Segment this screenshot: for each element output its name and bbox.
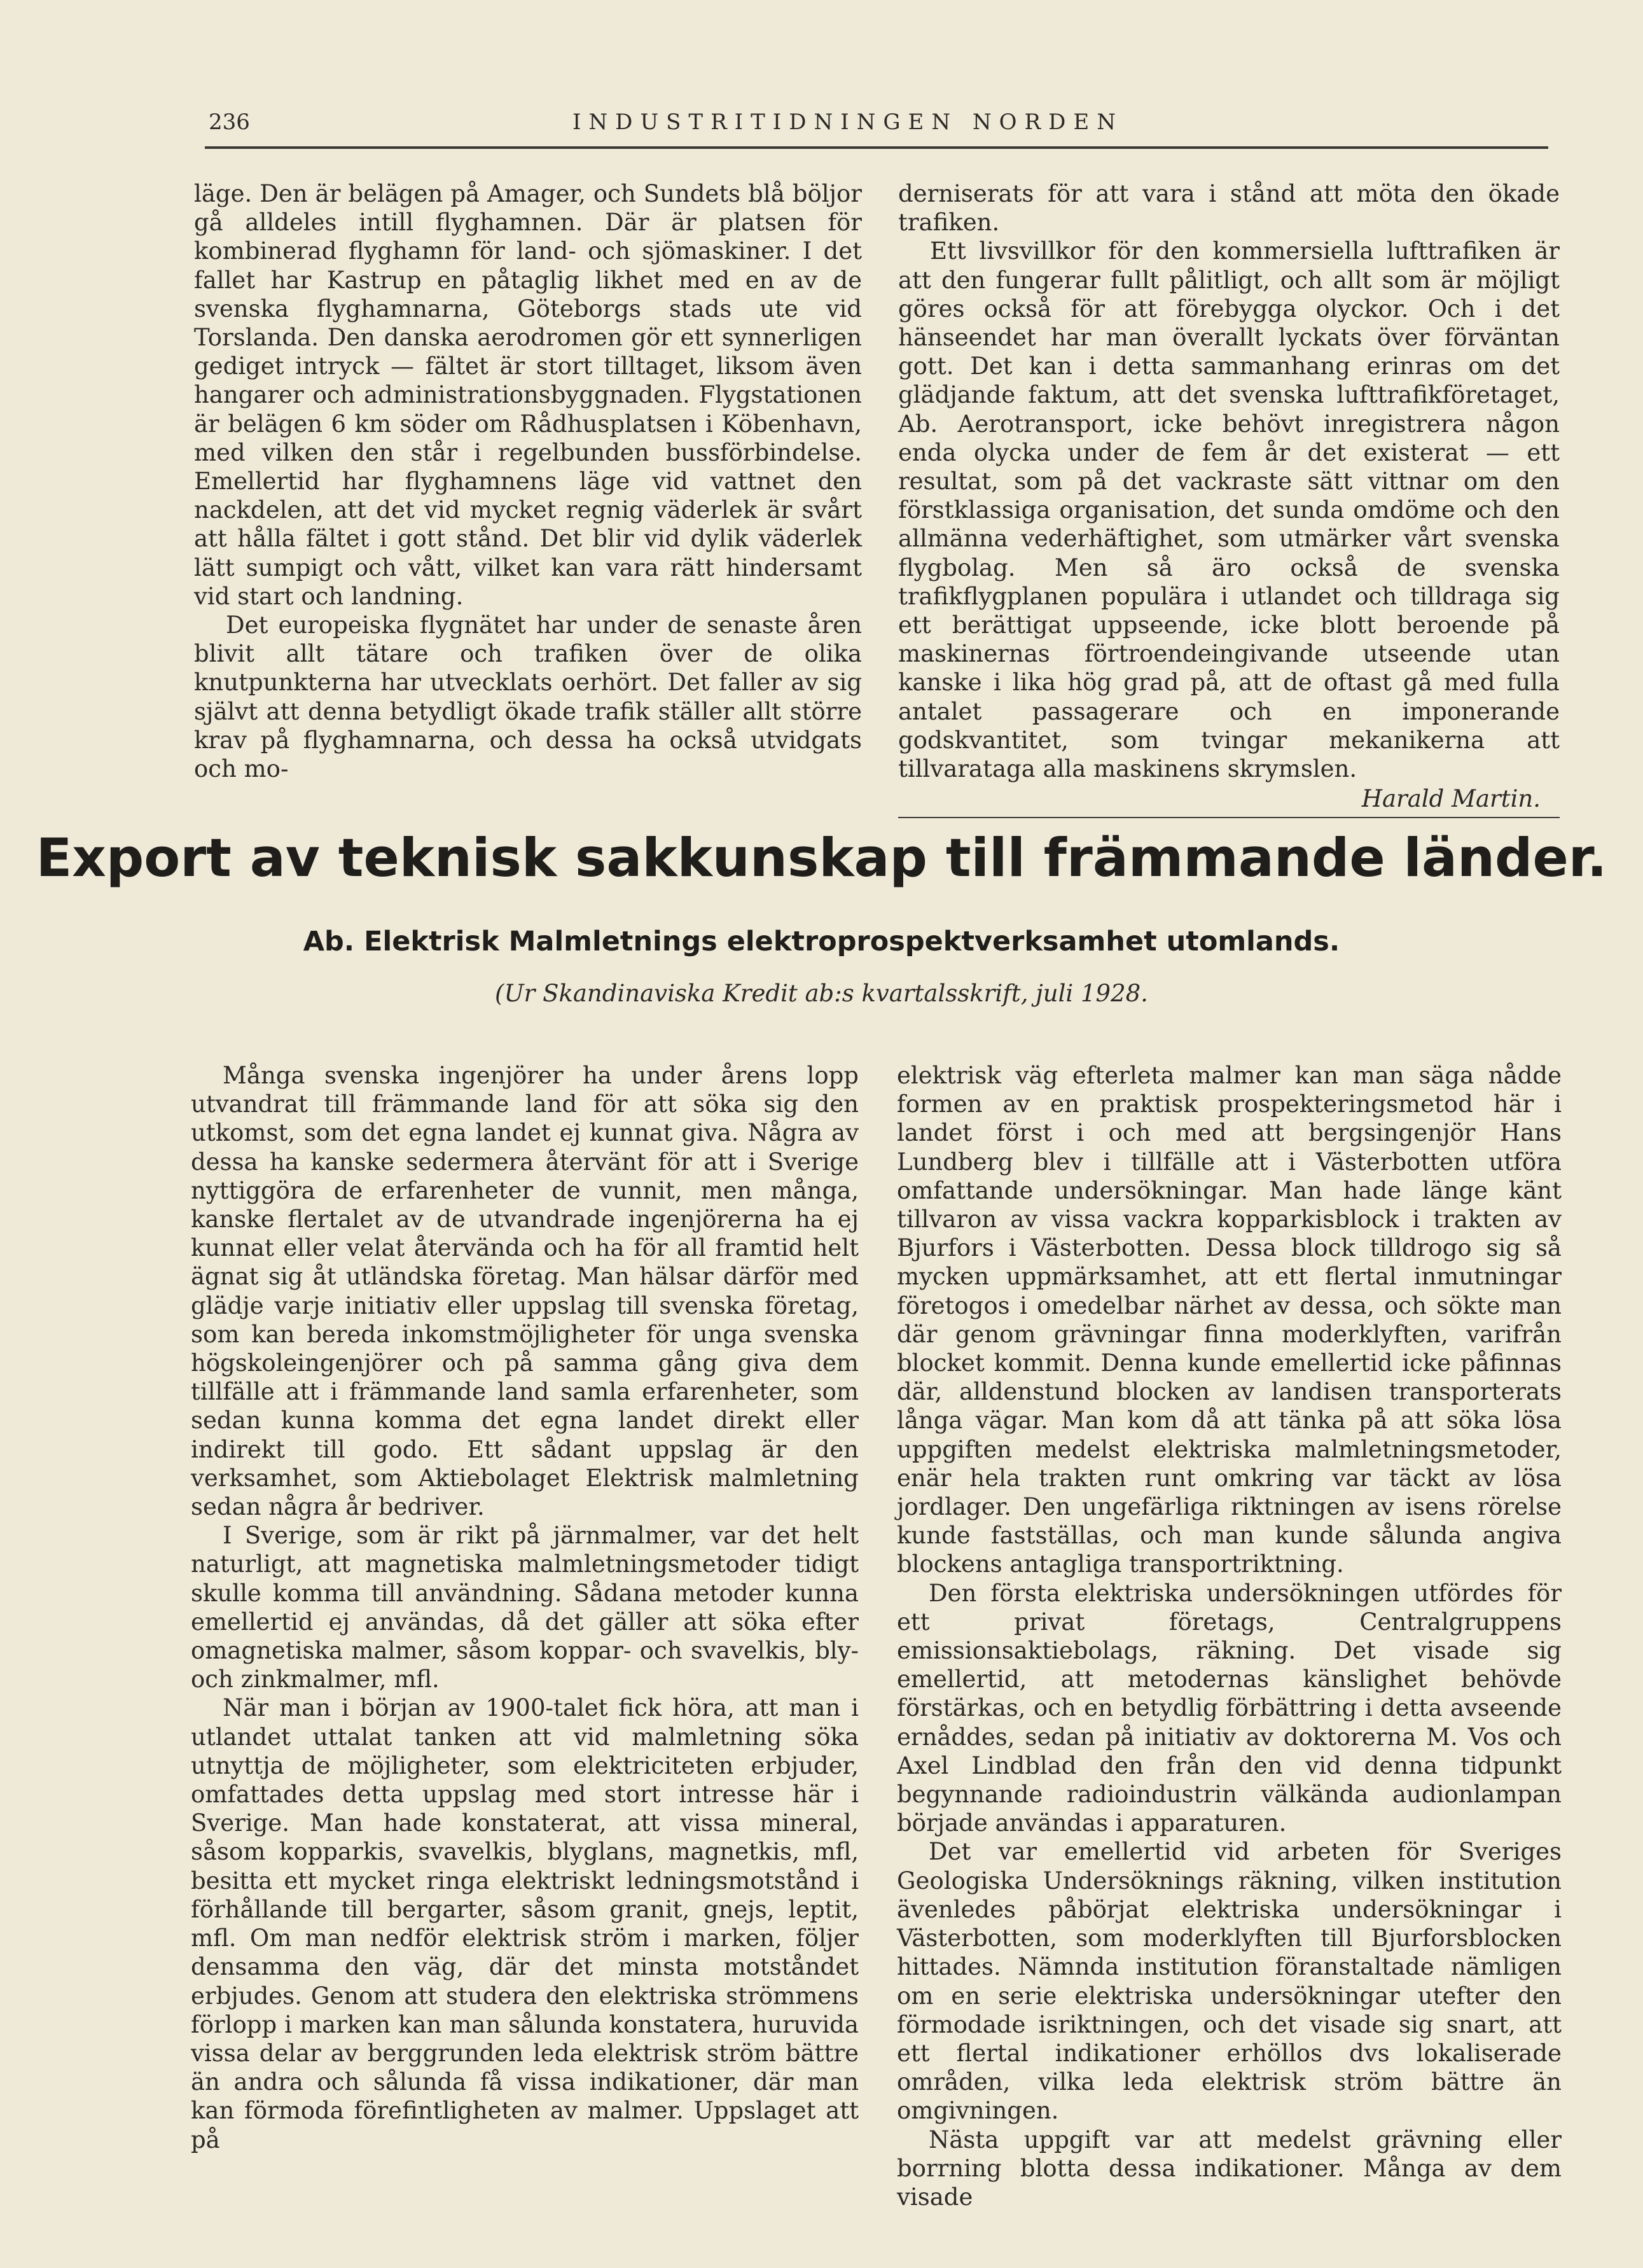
paragraph: Ett livsvillkor för den kommersiella lufttrafiken är att den fungerar fullt pålitligt, och allt som är möjligt göres också för att förebygga olyckor. Och i det hänseendet har man överallt lyckats över förväntan gott. Det kan i detta sammanhang erinras om det glädjande faktum, att det svenska lufttrafikföretaget, Ab. Aerotransport, icke behövt inregistrera någon enda olycka under de fem år det existerat — ett resultat, som på det vackraste sätt vittnar om den förstklassiga organisation, det sunda omdöme och den allmänna vederhäftighet, som utmärker vårt svenska flygbolag. Men så äro också de svenska trafikflygplanen populära i utlandet och tilldraga sig ett berättigat uppseende, icke blott beroende på maskinernas förtroendeingivande utseende utan kanske i lika hög grad på, att de oftast gå med fulla antalet passagerare och en imponerande godskvantitet, som tvingar mekanikerna att tillvarataga alla maskinens skrymslen.: [898, 237, 1560, 783]
bottom-right-column: [897, 1061, 1562, 2211]
paragraph: Nästa uppgift var att medelst grävning eller borrning blotta dessa indikationer. Många av dem visade: [897, 2125, 1562, 2211]
paragraph: läge. Den är belägen på Amager, och Sundets blå böljor gå alldeles intill flyghamnen. Där är platsen för kombinerad flyghamn för land- och sjömaskiner. I det fallet har Kastrup en påtaglig likhet med en av de svenska flyghamnarna, Göteborgs stads ute vid Torslanda. Den danska aerodromen gör ett synnerligen gediget intryck — fältet är stort tilltaget, liksom även hangarer och administrationsbyggnaden. Flygstationen är belägen 6 km söder om Rådhusplatsen i Köbenhavn, med vilken den står i regelbunden bussförbindelse. Emellertid har flyghamnens läge vid vattnet den nackdelen, att det vid mycket regnig väderlek är svårt att hålla fältet i gott stånd. Det blir vid dylik väderlek lätt sumpigt och vått, vilket kan vara rätt hindersamt vid start och landning.: [194, 180, 862, 610]
paragraph: Det var emellertid vid arbeten för Sveriges Geologiska Undersöknings räkning, vilken institution ävenledes påbörjat elektriska undersökningar i Västerbotten, som moderklyften till Bjurforsblocken hittades. Nämnda institution föranstaltade nämligen om en serie elektriska undersökningar utefter den förmodade isriktningen, och det visade sig snart, att ett flertal indikationer erhöllos dvs lokaliserade områden, vilka leda elektrisk ström bättre än omgivningen.: [897, 1838, 1562, 2125]
journal-title: INDUSTRITIDNINGEN NORDEN: [572, 109, 1123, 135]
paragraph: I Sverige, som är rikt på järnmalmer, var det helt naturligt, att magnetiska malmletningsmetoder tidigt skulle komma till användning. Sådana metoder kunna emellertid ej användas, då det gäller att söka efter omagnetiska malmer, såsom koppar- och svavelkis, bly- och zinkmalmer, mfl.: [191, 1522, 859, 1694]
top-left-column: [194, 179, 862, 783]
bottom-left-column: [191, 1061, 859, 2154]
article-title: Export av teknisk sakkunskap till främmande länder.: [36, 827, 1607, 889]
paragraph: Det europeiska flygnätet har under de senaste åren blivit allt tätare och trafiken över de olika knutpunkterna har utvecklats oerhört. Det faller av sig självt att denna betydligt ökade trafik ställer allt större krav på flyghamnarna, och dessa ha också utvidgats och mo-: [194, 611, 862, 783]
article-subtitle: Ab. Elektrisk Malmletnings elektroprospektverksamhet utomlands.: [303, 926, 1340, 957]
top-right-column: [898, 179, 1560, 818]
page-number: 236: [209, 109, 250, 135]
header-rule: [205, 146, 1548, 149]
paragraph: När man i början av 1900-talet fick höra, att man i utlandet uttalat tanken att vid malmletning söka utnyttja de möjligheter, som elektriciteten erbjuder, omfattades detta uppslag med stort intresse här i Sverige. Man hade konstaterat, att vissa mineral, såsom kopparkis, svavelkis, blyglans, magnetkis, mfl, besitta ett mycket ringa elektriskt ledningsmotstånd i förhållande till bergarter, såsom granit, gnejs, leptit, mfl. Om man nedför elektrisk ström i marken, följer densamma den väg, där det minsta motståndet erbjudes. Genom att studera den elektriska strömmens förlopp i marken kan man sålunda konstatera, huruvida vissa delar av berggrunden leda elektrisk ström bättre än andra och sålunda få vissa indikationer, där man kan förmoda förefintligheten av malmer. Uppslaget att på: [191, 1694, 859, 2153]
paragraph: elektrisk väg efterleta malmer kan man säga nådde formen av en praktisk prospekteringsmetod här i landet först i och med att bergsingenjör Hans Lundberg blev i tillfälle att i Västerbotten utföra omfattande undersökningar. Man hade länge känt tillvaron av vissa vackra kopparkisblock i trakten av Bjurfors i Västerbotten. Dessa block tilldrogo sig så mycken uppmärksamhet, att ett flertal inmutningar företogos i omedelbar närhet av dessa, och sökte man där genom grävningar finna moderklyften, varifrån blocket kommit. Denna kunde emellertid icke påfinnas där, alldenstund blocken av landisen transporterats långa vägar. Man kom då att tänka på att söka lösa uppgiften medelst elektriska malmletningsmetoder, enär hela trakten runt omkring var täckt av lösa jordlager. Den ungefärliga riktningen av isens rörelse kunde fastställas, och man kunde sålunda angiva blockens antagliga transportriktning.: [897, 1062, 1562, 1578]
paragraph: Många svenska ingenjörer ha under årens lopp utvandrat till främmande land för att söka sig den utkomst, som det egna landet ej kunnat giva. Några av dessa ha kanske sedermera återvänt för att i Sverige nyttiggöra de erfarenheter de vunnit, men många, kanske flertalet av de utvandrade ingenjörerna ha ej kunnat eller velat återvända och ha för all framtid helt ägnat sig åt utländska företag. Man hälsar därför med glädje varje initiativ eller uppslag till svenska företag, som kan bereda inkomstmöjligheter för unga svenska högskoleingenjörer och på samma gång giva dem tillfälle att i främmande land samla erfarenheter, som sedan kunna komma det egna landet direkt eller indirekt till godo. Ett sådant uppslag är den verksamhet, som Aktiebolaget Elektrisk malmletning sedan några år bedriver.: [191, 1062, 859, 1521]
page-header: [209, 109, 1546, 148]
article-source: (Ur Skandinaviska Kredit ab:s kvartalsskrift, juli 1928.: [495, 980, 1148, 1007]
paragraph: derniserats för att vara i stånd att möta den ökade trafiken.: [898, 180, 1560, 237]
author-signature: Harald Martin.: [898, 784, 1560, 818]
paragraph: Den första elektriska undersökningen utfördes för ett privat företags, Centralgruppens emissionsaktiebolags, räkning. Det visade sig emellertid, att metodernas känslighet behövde förstärkas, och en betydlig förbättring i detta avseende ernåddes, sedan på initiativ av doktorerna M. Vos och Axel Lindblad den från den vid denna tidpunkt begynnande radioindustrin välkända audionlampan började användas i apparaturen.: [897, 1579, 1562, 1837]
